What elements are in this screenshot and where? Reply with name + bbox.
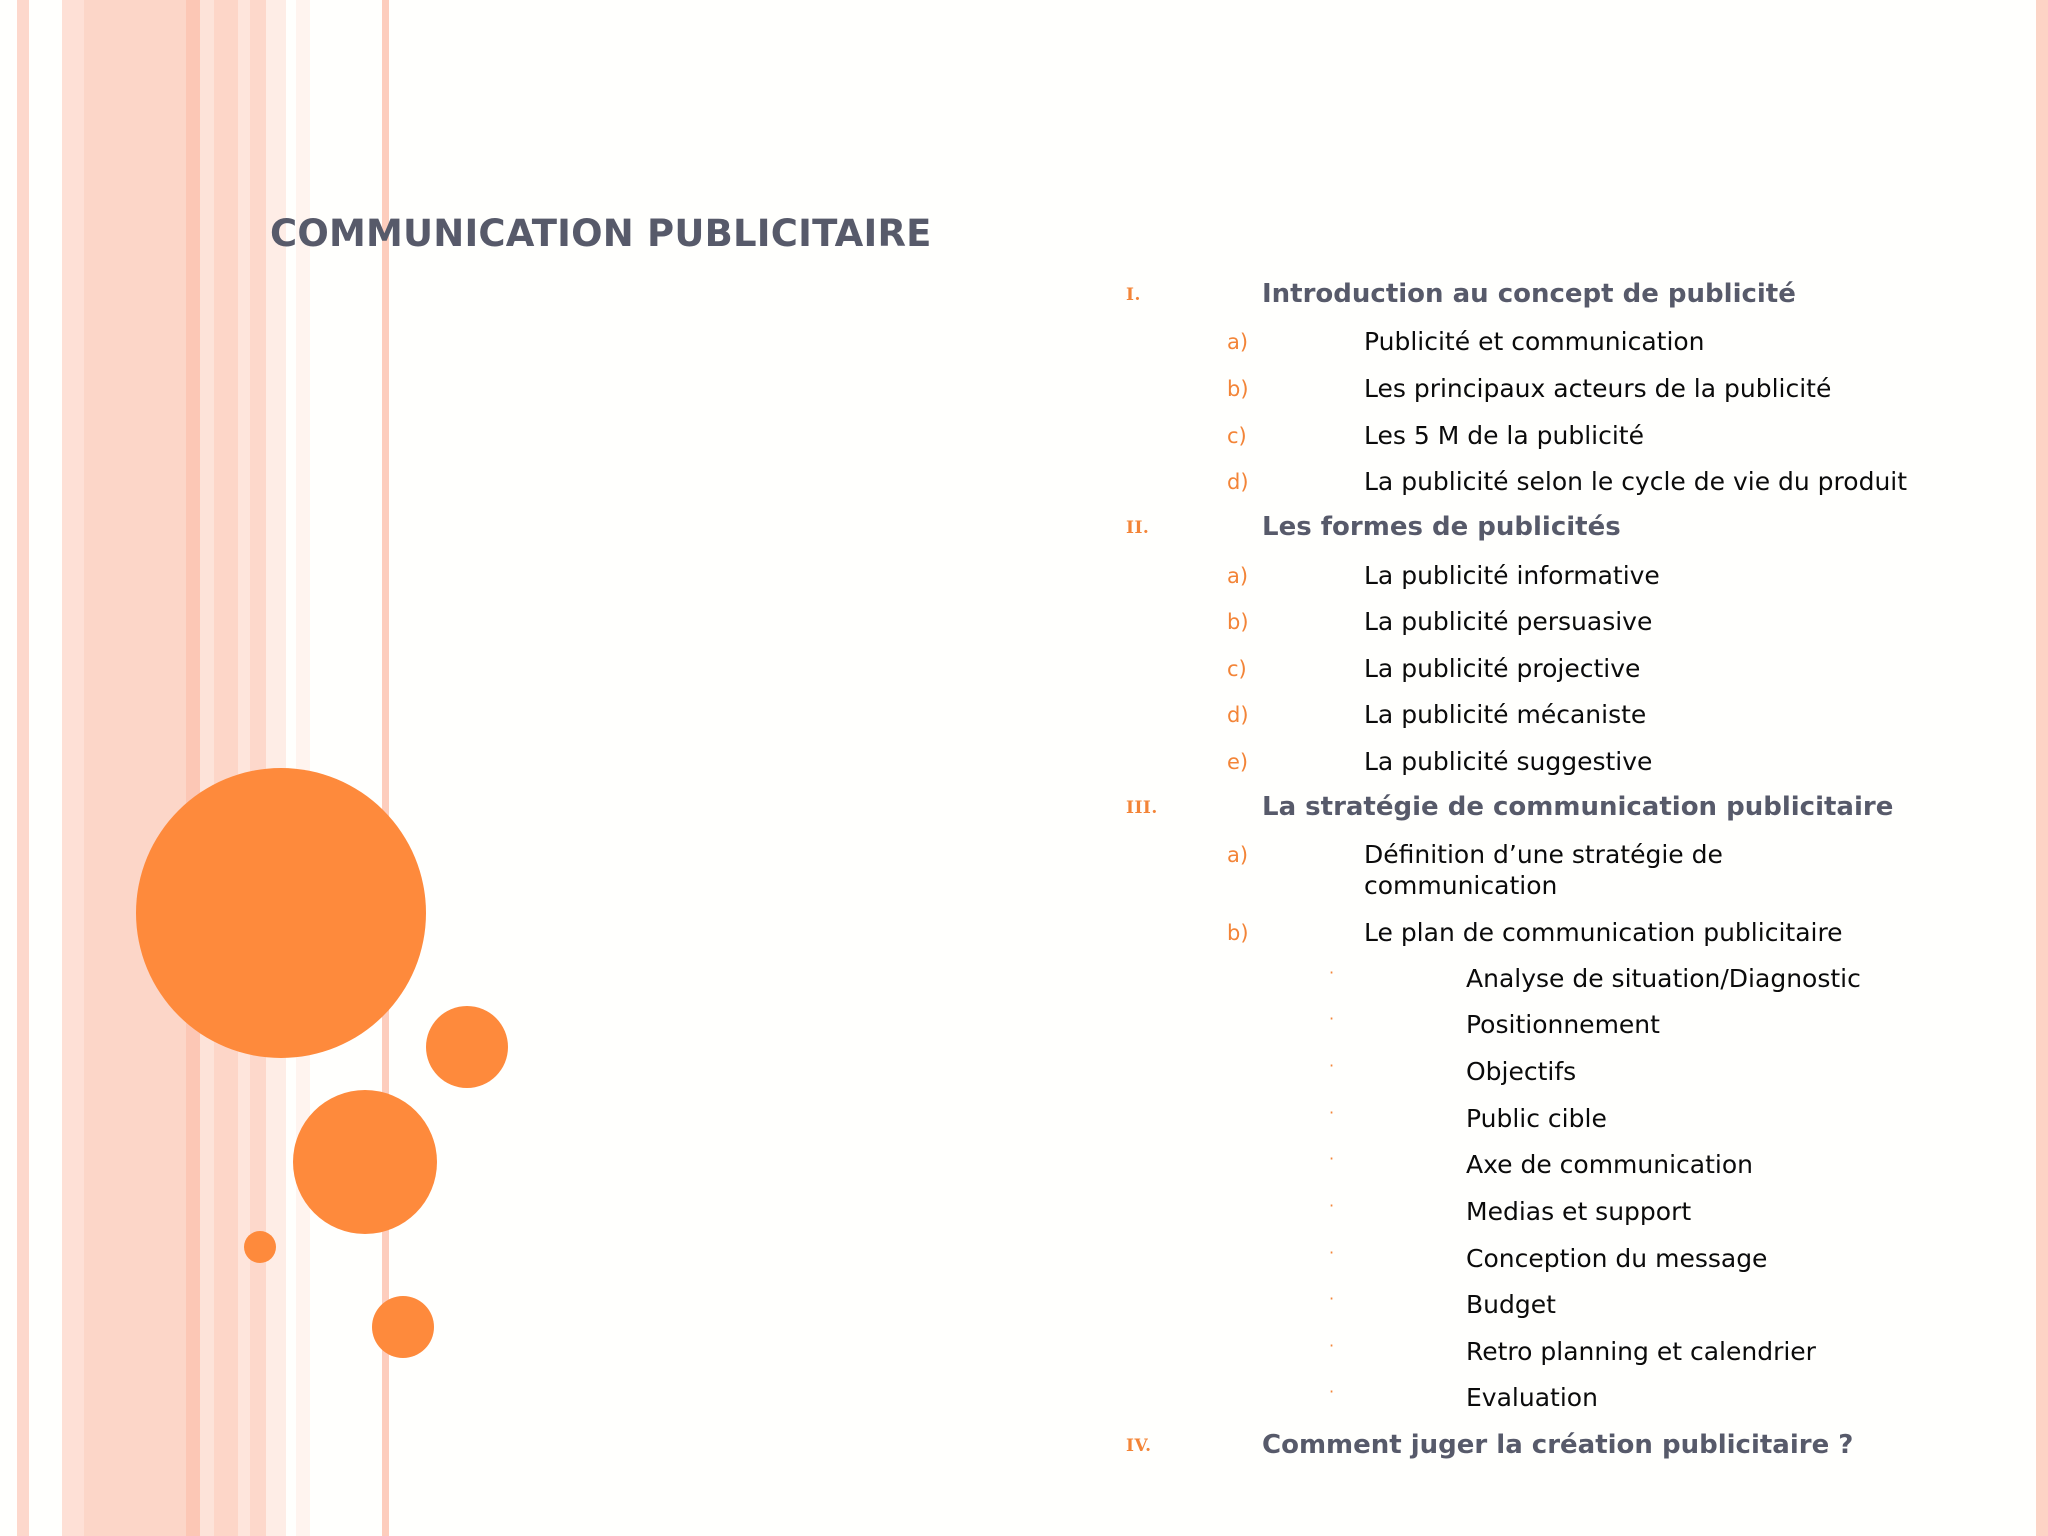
item-marker: d)	[1227, 703, 1249, 727]
outline-section	[0, 1430, 2048, 1470]
section-heading: La stratégie de communication publicitaire	[1262, 792, 1894, 822]
outline-subitem	[0, 1149, 2048, 1189]
subitem-label: Positionnement	[1466, 1010, 1660, 1039]
item-marker: b)	[1227, 921, 1249, 945]
subitem-label: Axe de communication	[1466, 1150, 1753, 1179]
outline-subitem	[0, 1196, 2048, 1236]
item-marker: b)	[1227, 377, 1249, 401]
outline-item	[0, 373, 2048, 413]
outline-item	[0, 839, 2048, 911]
item-marker: a)	[1227, 564, 1249, 588]
slide-title: COMMUNICATION PUBLICITAIRE	[270, 212, 932, 255]
outline-section	[0, 792, 2048, 832]
outline-subitem	[0, 963, 2048, 1003]
item-marker: a)	[1227, 843, 1249, 867]
item-label-continued: communication	[1364, 871, 1558, 900]
outline-item	[0, 466, 2048, 506]
section-marker: IV.	[1126, 1436, 1152, 1456]
subitem-label: Medias et support	[1466, 1197, 1692, 1226]
item-label: Les 5 M de la publicité	[1364, 421, 1644, 450]
item-marker: e)	[1227, 750, 1249, 774]
outline-subitem	[0, 1009, 2048, 1049]
outline-item	[0, 560, 2048, 600]
subitem-label: Budget	[1466, 1290, 1556, 1319]
item-label: La publicité selon le cycle de vie du produit	[1364, 467, 1908, 496]
subitem-label: Analyse de situation/Diagnostic	[1466, 964, 1861, 993]
bullet-dot: ·	[1329, 1243, 1335, 1262]
bullet-dot: ·	[1329, 1336, 1335, 1355]
outline-subitem	[0, 1243, 2048, 1283]
outline-item	[0, 326, 2048, 366]
outline-section	[0, 279, 2048, 319]
section-heading: Comment juger la création publicitaire ?	[1262, 1430, 1854, 1460]
item-marker: d)	[1227, 470, 1249, 494]
item-label: Les principaux acteurs de la publicité	[1364, 374, 1832, 403]
item-label: La publicité informative	[1364, 561, 1660, 590]
subitem-label: Conception du message	[1466, 1244, 1768, 1273]
item-marker: a)	[1227, 330, 1249, 354]
section-marker: III.	[1126, 798, 1158, 818]
section-marker: II.	[1126, 518, 1150, 538]
section-heading: Les formes de publicités	[1262, 512, 1621, 542]
outline-subitem	[0, 1056, 2048, 1096]
bullet-dot: ·	[1329, 1056, 1335, 1075]
bullet-dot: ·	[1329, 1149, 1335, 1168]
subitem-label: Public cible	[1466, 1104, 1607, 1133]
bullet-dot: ·	[1329, 1382, 1335, 1401]
bullet-dot: ·	[1329, 963, 1335, 982]
item-marker: c)	[1227, 657, 1247, 681]
outline-subitem	[0, 1382, 2048, 1422]
subitem-label: Evaluation	[1466, 1383, 1598, 1412]
outline-subitem	[0, 1336, 2048, 1376]
outline-item	[0, 699, 2048, 739]
bullet-dot: ·	[1329, 1196, 1335, 1215]
outline-item	[0, 606, 2048, 646]
item-label: La publicité projective	[1364, 654, 1641, 683]
outline-item	[0, 746, 2048, 786]
subitem-label: Retro planning et calendrier	[1466, 1337, 1816, 1366]
outline-subitem	[0, 1103, 2048, 1143]
item-marker: b)	[1227, 610, 1249, 634]
item-label: La publicité suggestive	[1364, 747, 1653, 776]
section-marker: I.	[1126, 285, 1141, 305]
bullet-dot: ·	[1329, 1289, 1335, 1308]
subitem-label: Objectifs	[1466, 1057, 1577, 1086]
outline-section	[0, 512, 2048, 552]
bullet-dot: ·	[1329, 1103, 1335, 1122]
outline-subitem	[0, 1289, 2048, 1329]
bullet-dot: ·	[1329, 1009, 1335, 1028]
item-label: La publicité persuasive	[1364, 607, 1653, 636]
item-label: Le plan de communication publicitaire	[1364, 918, 1843, 947]
outline-item	[0, 653, 2048, 693]
item-label: La publicité mécaniste	[1364, 700, 1647, 729]
item-label: Définition d’une stratégie de	[1364, 840, 1723, 869]
section-heading: Introduction au concept de publicité	[1262, 279, 1796, 309]
outline-item	[0, 420, 2048, 460]
item-label: Publicité et communication	[1364, 327, 1705, 356]
item-marker: c)	[1227, 424, 1247, 448]
outline-item	[0, 917, 2048, 957]
